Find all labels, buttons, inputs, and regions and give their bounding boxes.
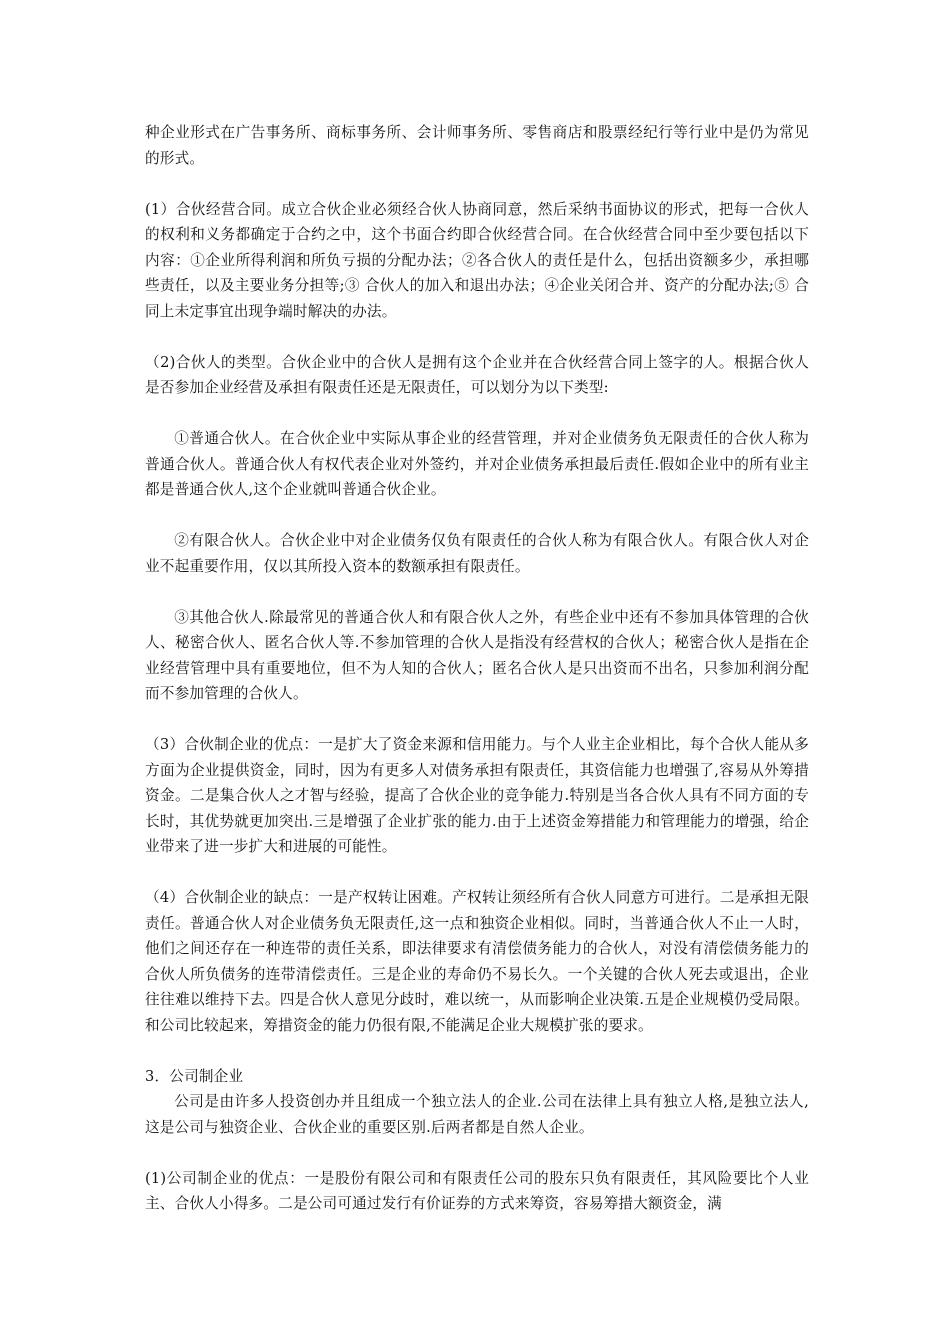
paragraph-other-partners: ③其他合伙人.除最常见的普通合伙人和有限合伙人之外，有些企业中还有不参加具体管理的合伙人、秘密合伙人、匿名合伙人等.不参加管理的合伙人是指没有经营权的合伙人；秘密合伙人是指在企业经营管理中具有重要地位，但不为人知的合伙人；匿名合伙人是只出资而不出名，只参加利润分配而不参加管理的合伙人。 bbox=[145, 608, 809, 702]
paragraph-general-partner: ①普通合伙人。在合伙企业中实际从事企业的经营管理，并对企业债务负无限责任的合伙人称为普通合伙人。普通合伙人有权代表企业对外签约，并对企业债务承担最后责任.假如企业中的所有业主都是普通合伙人,这个企业就叫普通合伙企业。 bbox=[145, 430, 809, 498]
paragraph-partnership-contract: (1）合伙经营合同。成立合伙企业必须经合伙人协商同意，然后采纳书面协议的形式，把每一合伙人的权利和义务都确定于合约之中，这个书面合约即合伙经营合同。在合伙经营合同中至少要包括以下内容：①企业所得利润和所负亏损的分配办法；②各合伙人的责任是什么，包括出资额多少，承担哪些责任，以及主要业务分担等;③ 合伙人的加入和退出办法；④企业关闭合并、资产的分配办法;⑤ 合同上未定事宜出现争端时解决的办法。 bbox=[145, 200, 809, 320]
paragraph-partnership-disadvantages: （4）合伙制企业的缺点：一是产权转让困难。产权转让须经所有合伙人同意方可进行。二是承担无限责任。普通合伙人对企业债务负无限责任,这一点和独资企业相似。同时，当普通合伙人不止一人时，他们之间还存在一种连带的责任关系，即法律要求有清偿债务能力的合伙人，对没有清偿债务能力的合伙人所负债务的连带清偿责任。三是企业的寿命仍不易长久。一个关键的合伙人死去或退出，企业往往难以维持下去。四是合伙人意见分歧时，难以统一，从而影响企业决策.五是企业规模仍受局限。和公司比较起来，筹措资金的能力仍很有限,不能满足企业大规模扩张的要求。 bbox=[145, 889, 809, 1034]
paragraph-limited-partner: ②有限合伙人。合伙企业中对企业债务仅负有限责任的合伙人称为有限合伙人。有限合伙人对企业不起重要作用，仅以其所投入资本的数额承担有限责任。 bbox=[145, 532, 809, 575]
paragraph-corporation-definition: 公司是由许多人投资创办并且组成一个独立法人的企业.公司在法律上具有独立人格,是独立法人,这是公司与独资企业、合伙企业的重要区别.后两者都是自然人企业。 bbox=[145, 1093, 809, 1136]
paragraph-partnership-advantages: （3）合伙制企业的优点：一是扩大了资金来源和信用能力。与个人业主企业相比，每个合伙人能从多方面为企业提供资金，同时，因为有更多人对债务承担有限责任，其资信能力也增强了,容易从外筹措资金。二是集合伙人之才智与经验，提高了合伙企业的竞争能力.特别是当各合伙人具有不同方面的专长时，其优势就更加突出.三是增强了企业扩张的能力.由于上述资金筹措能力和管理能力的增强，给企业带来了进一步扩大和进展的可能性。 bbox=[145, 736, 809, 855]
paragraph-corporation-advantages: (1)公司制企业的优点：一是股份有限公司和有限责任公司的股东只负有限责任，其风险要比个人业主、合伙人小得多。二是公司可通过发行有价证券的方式来筹资，容易筹措大额资金，满 bbox=[145, 1169, 809, 1212]
paragraph-intro-continuation: 种企业形式在广告事务所、商标事务所、会计师事务所、零售商店和股票经纪行等行业中是仍为常见的形式。 bbox=[145, 124, 809, 167]
section-heading-corporation: 3．公司制企业 bbox=[145, 1067, 244, 1085]
paragraph-partner-types: （2)合伙人的类型。合伙企业中的合伙人是拥有这个企业并在合伙经营合同上签字的人。根据合伙人是否参加企业经营及承担有限责任还是无限责任，可以划分为以下类型: bbox=[145, 353, 809, 396]
document-body bbox=[145, 120, 809, 1242]
